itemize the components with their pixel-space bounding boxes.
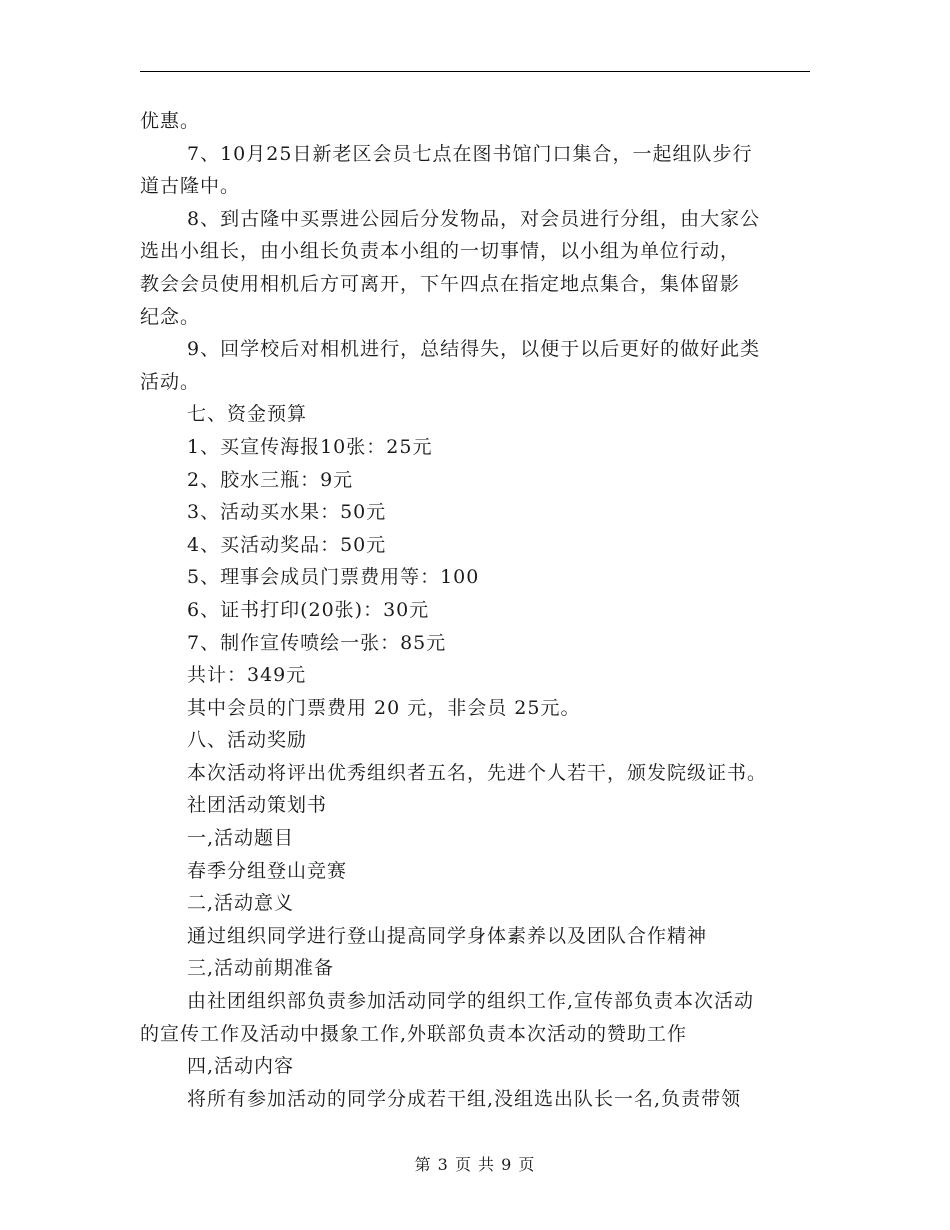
text-line: 道古隆中。	[140, 175, 241, 198]
text-line: 一,活动题目	[187, 827, 295, 850]
text-line: 6、证书打印(20张)：30元	[187, 598, 430, 621]
text-line: 优惠。	[140, 110, 201, 132]
text-line: 三,活动前期准备	[187, 957, 335, 980]
text-line: 8、到古隆中买票进公园后分发物品，对会员进行分组，由大家公	[187, 207, 761, 230]
text-line: 7、10月25日新老区会员七点在图书馆门口集合，一起组队步行	[187, 142, 753, 165]
text-line: 将所有参加活动的同学分成若干组,没组选出队长一名,负责带领	[187, 1087, 742, 1110]
text-line: 选出小组长，由小组长负责本小组的一切事情，以小组为单位行动，	[140, 240, 741, 263]
text-line: 七、资金预算	[187, 403, 308, 426]
text-line: 共计：349元	[187, 664, 307, 687]
text-line: 其中会员的门票费用 20 元，非会员 25元。	[187, 696, 581, 719]
text-line: 社团活动策划书	[187, 794, 328, 817]
text-line: 通过组织同学进行登山提高同学身体素养以及团队合作精神	[187, 924, 708, 947]
text-line: 由社团组织部负责参加活动同学的组织工作,宣传部负责本次活动	[187, 990, 755, 1013]
text-line: 4、买活动奖品：50元	[187, 533, 387, 556]
text-line: 四,活动内容	[187, 1055, 295, 1078]
text-line: 本次活动将评出优秀组织者五名，先进个人若干，颁发院级证书。	[187, 761, 768, 784]
text-line: 春季分组登山竞赛	[187, 859, 348, 882]
text-line: 5、理事会成员门票费用等：100	[187, 566, 480, 589]
text-line: 9、回学校后对相机进行，总结得失，以便于以后更好的做好此类	[187, 338, 761, 361]
document-body	[140, 105, 810, 1115]
text-line: 的宣传工作及活动中摄象工作,外联部负责本次活动的赞助工作	[140, 1022, 688, 1045]
text-line: 二,活动意义	[187, 892, 295, 915]
text-line: 八、活动奖励	[187, 729, 308, 752]
text-line: 3、活动买水果：50元	[187, 501, 387, 524]
text-line: 2、胶水三瓶：9元	[187, 468, 354, 491]
text-line: 1、买宣传海报10张：25元	[187, 435, 433, 458]
header-rule	[140, 71, 810, 72]
text-line: 活动。	[140, 370, 201, 393]
page-number-footer: 第 3 页 共 9 页	[414, 1155, 536, 1174]
text-line: 教会会员使用相机后方可离开，下午四点在指定地点集合，集体留影	[140, 272, 741, 295]
text-line: 7、制作宣传喷绘一张：85元	[187, 631, 447, 654]
text-line: 纪念。	[140, 305, 201, 328]
